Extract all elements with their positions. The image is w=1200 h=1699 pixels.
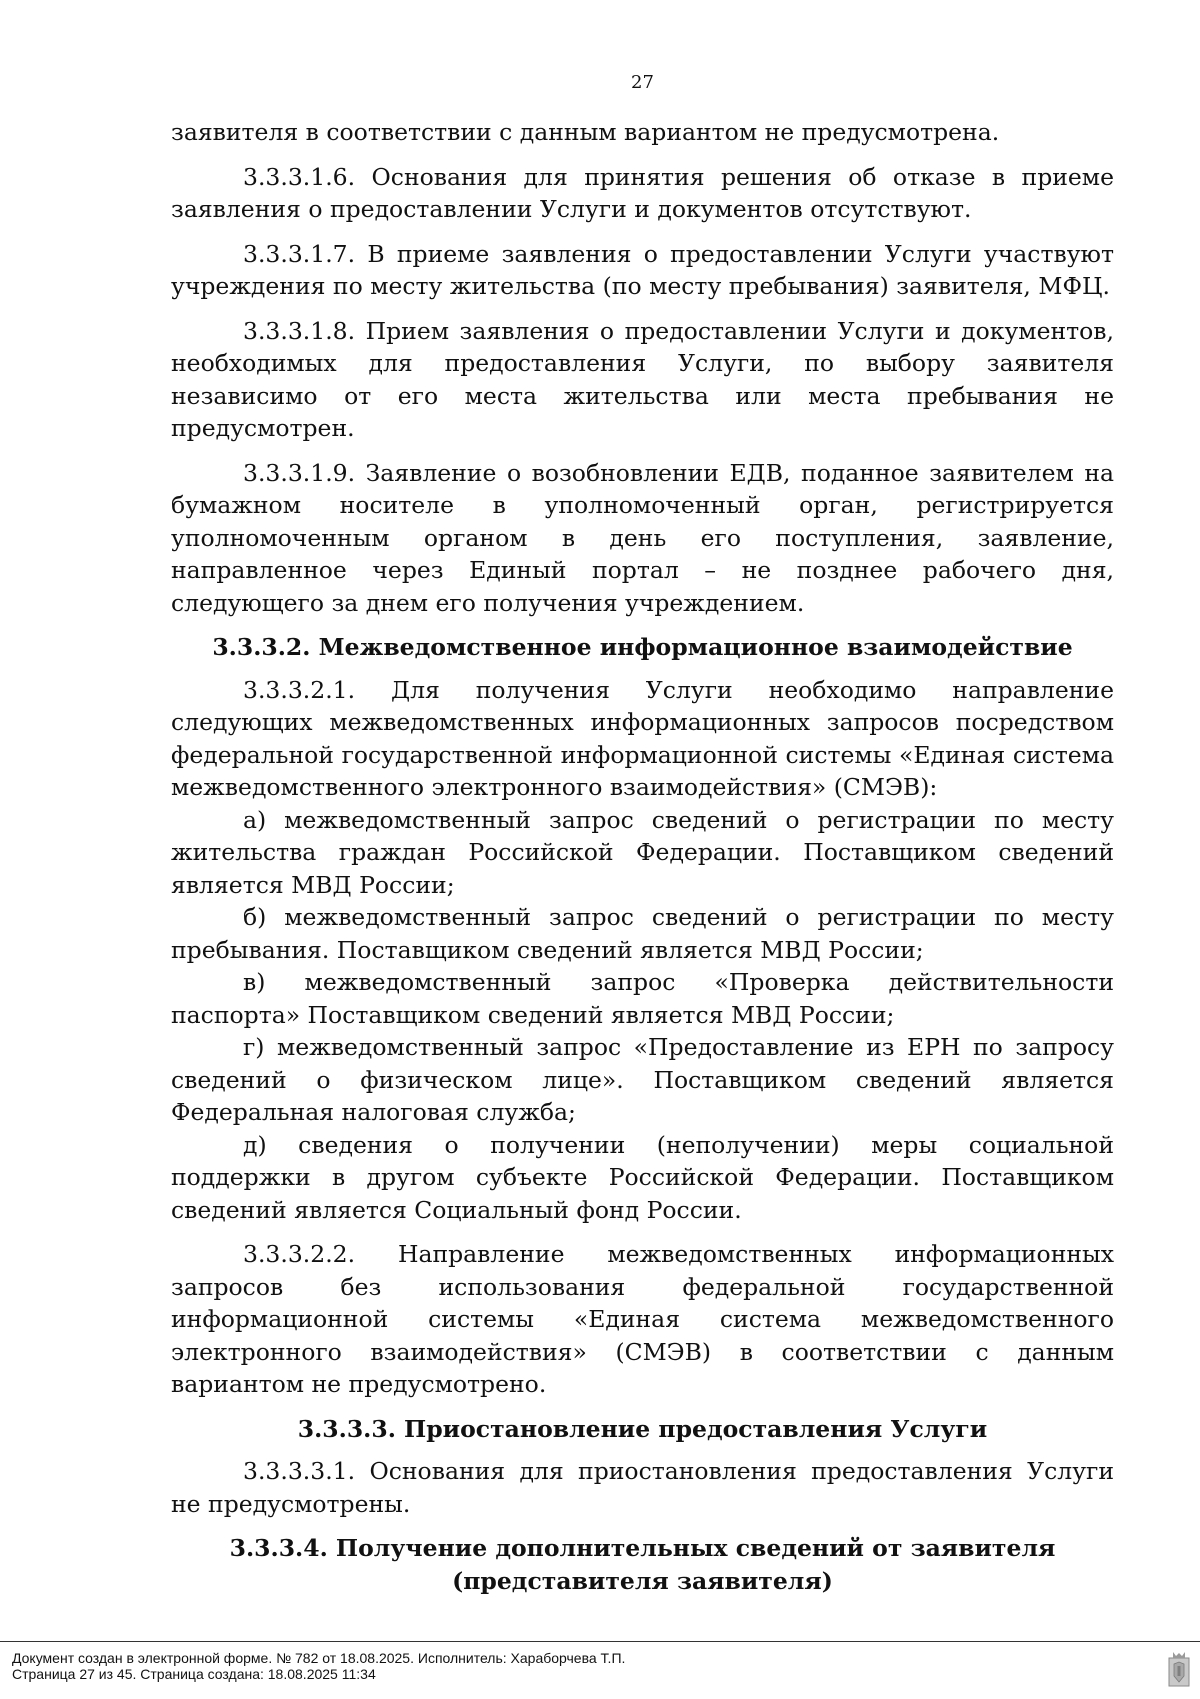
paragraph-continuation: заявителя в соответствии с данным вариантом не предусмотрена. (171, 118, 1000, 146)
section-heading-3-3-3-4-line2: (представителя заявителя) (452, 1566, 833, 1595)
page-number: 27 (631, 72, 654, 93)
footer-text (12, 1650, 625, 1682)
coat-of-arms-icon (1168, 1650, 1190, 1688)
section-heading-3-3-3-4-line1: 3.3.3.4. Получение дополнительных сведений от заявителя (229, 1534, 1056, 1562)
footer-line-document-info: Документ создан в электронной форме. № 782 от 18.08.2025. Исполнитель: Хараборчева Т.П. (12, 1650, 626, 1666)
section-heading-3-3-3-2: 3.3.3.2. Межведомственное информационное взаимодействие (212, 633, 1073, 661)
document-body (171, 116, 1114, 1597)
list-item-c: в) межведомственный запрос «Проверка действительности паспорта» Поставщиком сведений является МВД России; (171, 968, 1114, 1029)
document-footer (0, 1641, 1200, 1699)
paragraph-3-3-3-1-9: 3.3.3.1.9. Заявление о возобновлении ЕДВ, поданное заявителем на бумажном носителе в уполномоченный орган, регистрируется уполномоченным органом в день его поступления, заявление, направленное через Единый портал – не позднее рабочего дня, следующего за днем его получения учреждением. (171, 458, 1114, 617)
section-heading-3-3-3-4 (171, 1532, 1114, 1597)
paragraph-3-3-3-2-2: 3.3.3.2.2. Направление межведомственных информационных запросов без использования федеральной государственной информационной системы «Единая система межведомственного электронного взаимодействия» (СМЭВ) в соответствии с данным вариантом не предусмотрено. (171, 1240, 1114, 1398)
paragraph-3-3-3-3-1: 3.3.3.3.1. Основания для приостановления предоставления Услуги не предусмотрены. (171, 1457, 1114, 1518)
list-item-b: б) межведомственный запрос сведений о регистрации по месту пребывания. Поставщиком сведений является МВД России; (171, 903, 1114, 964)
list-item-e: д) сведения о получении (неполучении) меры социальной поддержки в другом субъекте Российской Федерации. Поставщиком сведений является Социальный фонд России. (171, 1130, 1114, 1224)
paragraph-3-3-3-1-7: 3.3.3.1.7. В приеме заявления о предоставлении Услуги участвуют учреждения по месту жительства (по месту пребывания) заявителя, МФЦ. (171, 239, 1114, 300)
paragraph-3-3-3-1-8: 3.3.3.1.8. Прием заявления о предоставлении Услуги и документов, необходимых для предоставления Услуги, по выбору заявителя независимо от его места жительства или места пребывания не предусмотрен. (171, 316, 1114, 442)
paragraph-3-3-3-2-1: 3.3.3.2.1. Для получения Услуги необходимо направление следующих межведомственных информационных запросов посредством федеральной государственной информационной системы «Единая система межведомственного электронного взаимодействия» (СМЭВ): (171, 675, 1114, 801)
section-heading-3-3-3-3: 3.3.3.3. Приостановление предоставления Услуги (297, 1414, 988, 1443)
list-item-d: г) межведомственный запрос «Предоставление из ЕРН по запросу сведений о физическом лице». Поставщиком сведений является Федеральная налоговая служба; (171, 1033, 1114, 1126)
paragraph-3-3-3-1-6: 3.3.3.1.6. Основания для принятия решения об отказе в приеме заявления о предоставлении Услуги и документов отсутствуют. (171, 162, 1114, 223)
footer-line-page-info: Страница 27 из 45. Страница создана: 18.08.2025 11:34 (12, 1666, 376, 1682)
list-item-a: а) межведомственный запрос сведений о регистрации по месту жительства граждан Российской Федерации. Поставщиком сведений является МВД России; (171, 805, 1114, 899)
